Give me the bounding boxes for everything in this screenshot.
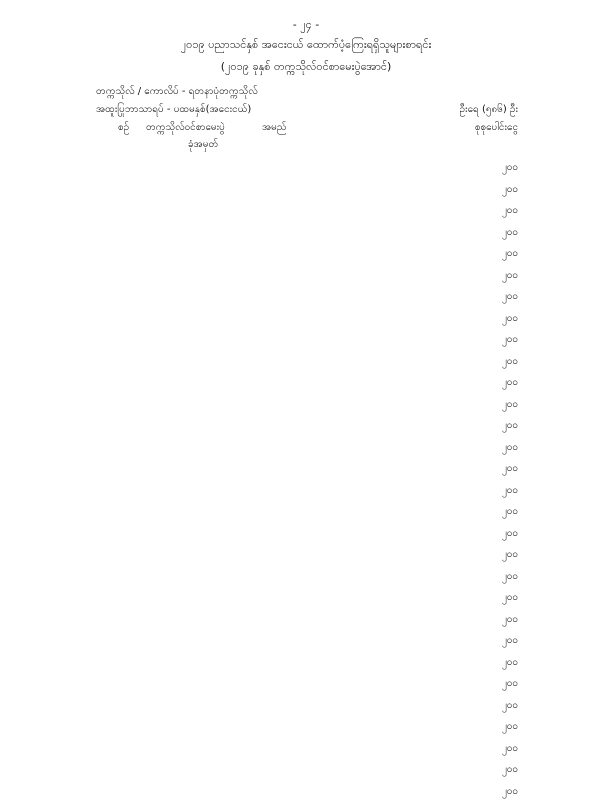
header-roll-line2: ခုံအမှတ် xyxy=(188,137,218,152)
header-roll-line1: တက္ကသိုလ်ဝင်စာမေးပွဲ xyxy=(146,120,225,135)
row-amount: ၂၀၀ xyxy=(478,547,518,562)
row-amount: ၂၀၀ xyxy=(478,483,518,498)
table-row xyxy=(0,569,612,591)
headcount: ဦးရေ (၅၈၆) ဦး xyxy=(460,102,518,117)
row-amount: ၂၀၀ xyxy=(478,160,518,175)
row-amount: ၂၀၀ xyxy=(478,612,518,627)
table-row xyxy=(0,719,612,741)
row-amount: ၂၀၀ xyxy=(478,526,518,541)
table-row xyxy=(0,397,612,419)
table-header xyxy=(0,120,612,154)
row-amount: ၂၀၀ xyxy=(478,719,518,734)
table-row xyxy=(0,741,612,763)
table-row xyxy=(0,182,612,204)
row-amount: ၂၀၀ xyxy=(478,440,518,455)
row-amount: ၂၀၀ xyxy=(478,590,518,605)
row-amount: ၂၀၀ xyxy=(478,375,518,390)
table-row xyxy=(0,268,612,290)
table-row xyxy=(0,676,612,698)
table-row xyxy=(0,311,612,333)
table-row xyxy=(0,203,612,225)
row-amount: ၂၀၀ xyxy=(478,246,518,261)
table-row xyxy=(0,526,612,548)
table-row xyxy=(0,246,612,268)
table-row xyxy=(0,762,612,784)
document-title: ၂၀၁၉ ပညာသင်နှစ် အငေးငယ် ထောက်ပံ့ကြေးရရှိသူများစာရင်း xyxy=(0,38,612,54)
table-row xyxy=(0,698,612,720)
table-row xyxy=(0,483,612,505)
table-row xyxy=(0,784,612,805)
row-amount: ၂၀၀ xyxy=(478,633,518,648)
university-line: တက္ကသိုလ် / ကောလိပ် - ရတနာပုံတက္ကသိုလ် xyxy=(96,84,258,99)
row-amount: ၂၀၀ xyxy=(478,354,518,369)
row-amount: ၂၀၀ xyxy=(478,332,518,347)
row-amount: ၂၀၀ xyxy=(478,762,518,777)
page-number: - ၂၄ - xyxy=(0,18,612,34)
table-row xyxy=(0,440,612,462)
table-row xyxy=(0,332,612,354)
table-row xyxy=(0,612,612,634)
row-amount: ၂၀၀ xyxy=(478,397,518,412)
table-row xyxy=(0,289,612,311)
row-amount: ၂၀၀ xyxy=(478,289,518,304)
row-amount: ၂၀၀ xyxy=(478,182,518,197)
row-amount: ၂၀၀ xyxy=(478,268,518,283)
row-amount: ၂၀၀ xyxy=(478,655,518,670)
subject-line: အထူးပြုဘာသာရပ် - ပထမနှစ်(အငေးငယ်) xyxy=(96,102,251,117)
table-row xyxy=(0,418,612,440)
table-row xyxy=(0,655,612,677)
table-row xyxy=(0,547,612,569)
table-row xyxy=(0,375,612,397)
row-amount: ၂၀၀ xyxy=(478,504,518,519)
row-amount: ၂၀၀ xyxy=(478,311,518,326)
document-subtitle: (၂၀၁၉ ခုနှစ် တက္ကသိုလ်ဝင်စာမေးပွဲအောင်) xyxy=(0,60,612,76)
row-amount: ၂၀၀ xyxy=(478,784,518,799)
row-amount: ၂၀၀ xyxy=(478,461,518,476)
table-body xyxy=(0,160,612,805)
header-no: စဉ် xyxy=(118,120,129,135)
table-row xyxy=(0,160,612,182)
row-amount: ၂၀၀ xyxy=(478,418,518,433)
table-row xyxy=(0,461,612,483)
table-row xyxy=(0,504,612,526)
row-amount: ၂၀၀ xyxy=(478,676,518,691)
row-amount: ၂၀၀ xyxy=(478,741,518,756)
row-amount: ၂၀၀ xyxy=(478,203,518,218)
table-row xyxy=(0,590,612,612)
row-amount: ၂၀၀ xyxy=(478,569,518,584)
header-name: အမည် xyxy=(262,120,287,135)
table-row xyxy=(0,633,612,655)
header-total: စုစုပေါင်းငွေ xyxy=(475,120,518,135)
table-row xyxy=(0,225,612,247)
row-amount: ၂၀၀ xyxy=(478,698,518,713)
table-row xyxy=(0,354,612,376)
row-amount: ၂၀၀ xyxy=(478,225,518,240)
